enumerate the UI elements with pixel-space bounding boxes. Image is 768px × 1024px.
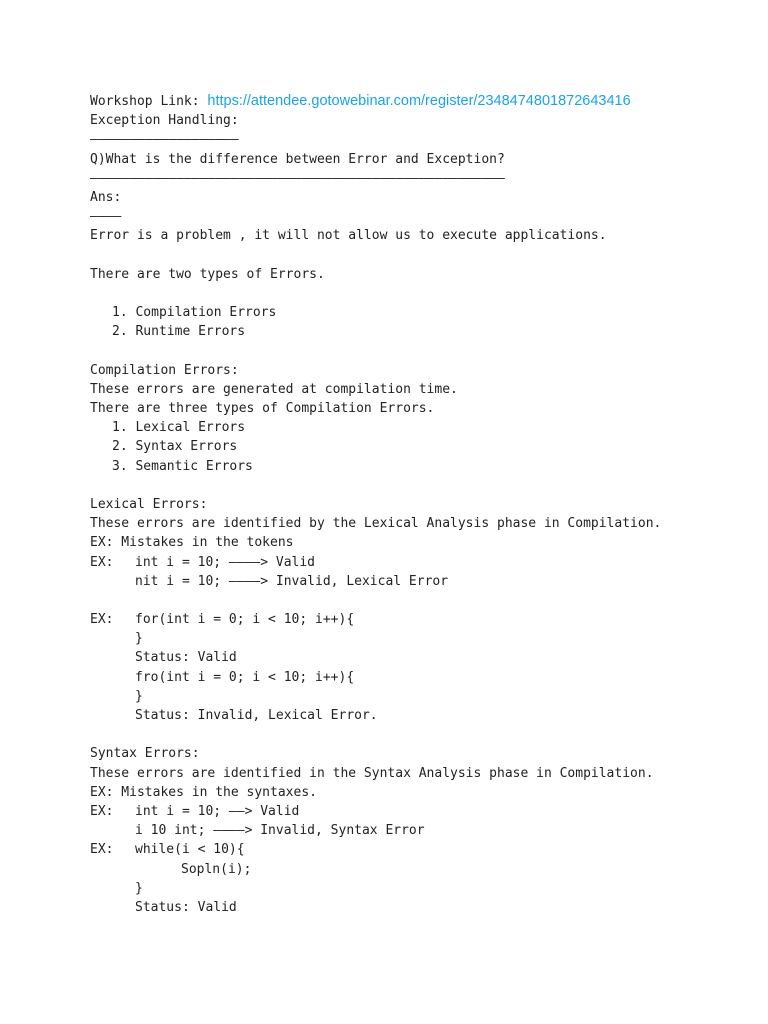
error-types-intro: There are two types of Errors. bbox=[90, 266, 325, 282]
spacer bbox=[90, 591, 750, 610]
workshop-line bbox=[90, 92, 750, 111]
answer-label: Ans: bbox=[90, 189, 122, 205]
error-types-list bbox=[90, 303, 750, 341]
question: Q)What is the difference between Error and Exception? bbox=[90, 151, 505, 167]
syntax-line-1: These errors are identified in the Syntax Analysis phase in Compilation. bbox=[90, 765, 654, 781]
spacer bbox=[90, 476, 750, 495]
lexical-line-2: EX: Mistakes in the tokens bbox=[90, 535, 294, 551]
lexical-heading: Lexical Errors: bbox=[90, 496, 208, 512]
ex-label: EX: bbox=[90, 554, 114, 570]
question-rule: ————————————————————————————————————————————————————— bbox=[90, 170, 505, 186]
document-page bbox=[90, 92, 750, 917]
syntax-example-1 bbox=[90, 802, 750, 821]
ex-label: EX: bbox=[90, 612, 114, 628]
syntax-heading: Syntax Errors: bbox=[90, 746, 200, 762]
code-line: nit i = 10; ————> Invalid, Lexical Error bbox=[135, 573, 449, 589]
error-definition: Error is a problem , it will not allow us to execute applications. bbox=[90, 228, 607, 244]
code-line: } bbox=[135, 631, 143, 647]
compilation-line-2: There are three types of Compilation Errors. bbox=[90, 401, 435, 416]
workshop-label: Workshop Link: bbox=[90, 94, 208, 109]
list-item: 2. Runtime Errors bbox=[112, 324, 246, 340]
code-line: while(i < 10){ bbox=[135, 842, 245, 858]
spacer bbox=[90, 284, 750, 303]
code-line: int i = 10; ——> Valid bbox=[135, 803, 300, 819]
code-line: } bbox=[135, 880, 143, 896]
ex-label: EX: bbox=[90, 842, 114, 858]
list-item: 3. Semantic Errors bbox=[112, 458, 253, 474]
ex-label: EX: bbox=[90, 803, 114, 819]
code-line: for(int i = 0; i < 10; i++){ bbox=[135, 612, 355, 628]
syntax-example-2 bbox=[90, 840, 750, 859]
list-item: 2. Syntax Errors bbox=[112, 439, 238, 455]
code-line: Status: Invalid, Lexical Error. bbox=[135, 708, 378, 723]
title-rule: ——————————————————— bbox=[90, 132, 239, 148]
workshop-link[interactable]: https://attendee.gotowebinar.com/register/2348474801872643416 bbox=[207, 93, 631, 109]
spacer bbox=[90, 341, 750, 360]
code-line: fro(int i = 0; i < 10; i++){ bbox=[135, 669, 355, 685]
section-title: Exception Handling: bbox=[90, 113, 239, 129]
lexical-example-1 bbox=[90, 553, 750, 572]
syntax-line-2: EX: Mistakes in the syntaxes. bbox=[90, 784, 317, 800]
answer-rule: ———— bbox=[90, 209, 122, 225]
code-line: int i = 10; ————> Valid bbox=[135, 554, 316, 570]
compilation-heading: Compilation Errors: bbox=[90, 362, 239, 378]
code-line: } bbox=[135, 688, 143, 704]
compilation-types-list bbox=[90, 418, 750, 476]
code-line: i 10 int; ————> Invalid, Syntax Error bbox=[135, 823, 425, 839]
lexical-example-2 bbox=[90, 610, 750, 629]
spacer bbox=[90, 725, 750, 744]
code-line: Status: Valid bbox=[135, 650, 237, 666]
list-item: 1. Compilation Errors bbox=[112, 305, 277, 321]
spacer bbox=[90, 246, 750, 265]
compilation-line-1: These errors are generated at compilation time. bbox=[90, 381, 458, 397]
lexical-line-1: These errors are identified by the Lexical Analysis phase in Compilation. bbox=[90, 516, 662, 532]
code-line: Status: Valid bbox=[135, 899, 237, 915]
list-item: 1. Lexical Errors bbox=[112, 420, 246, 436]
code-line: Sopln(i); bbox=[181, 861, 252, 877]
